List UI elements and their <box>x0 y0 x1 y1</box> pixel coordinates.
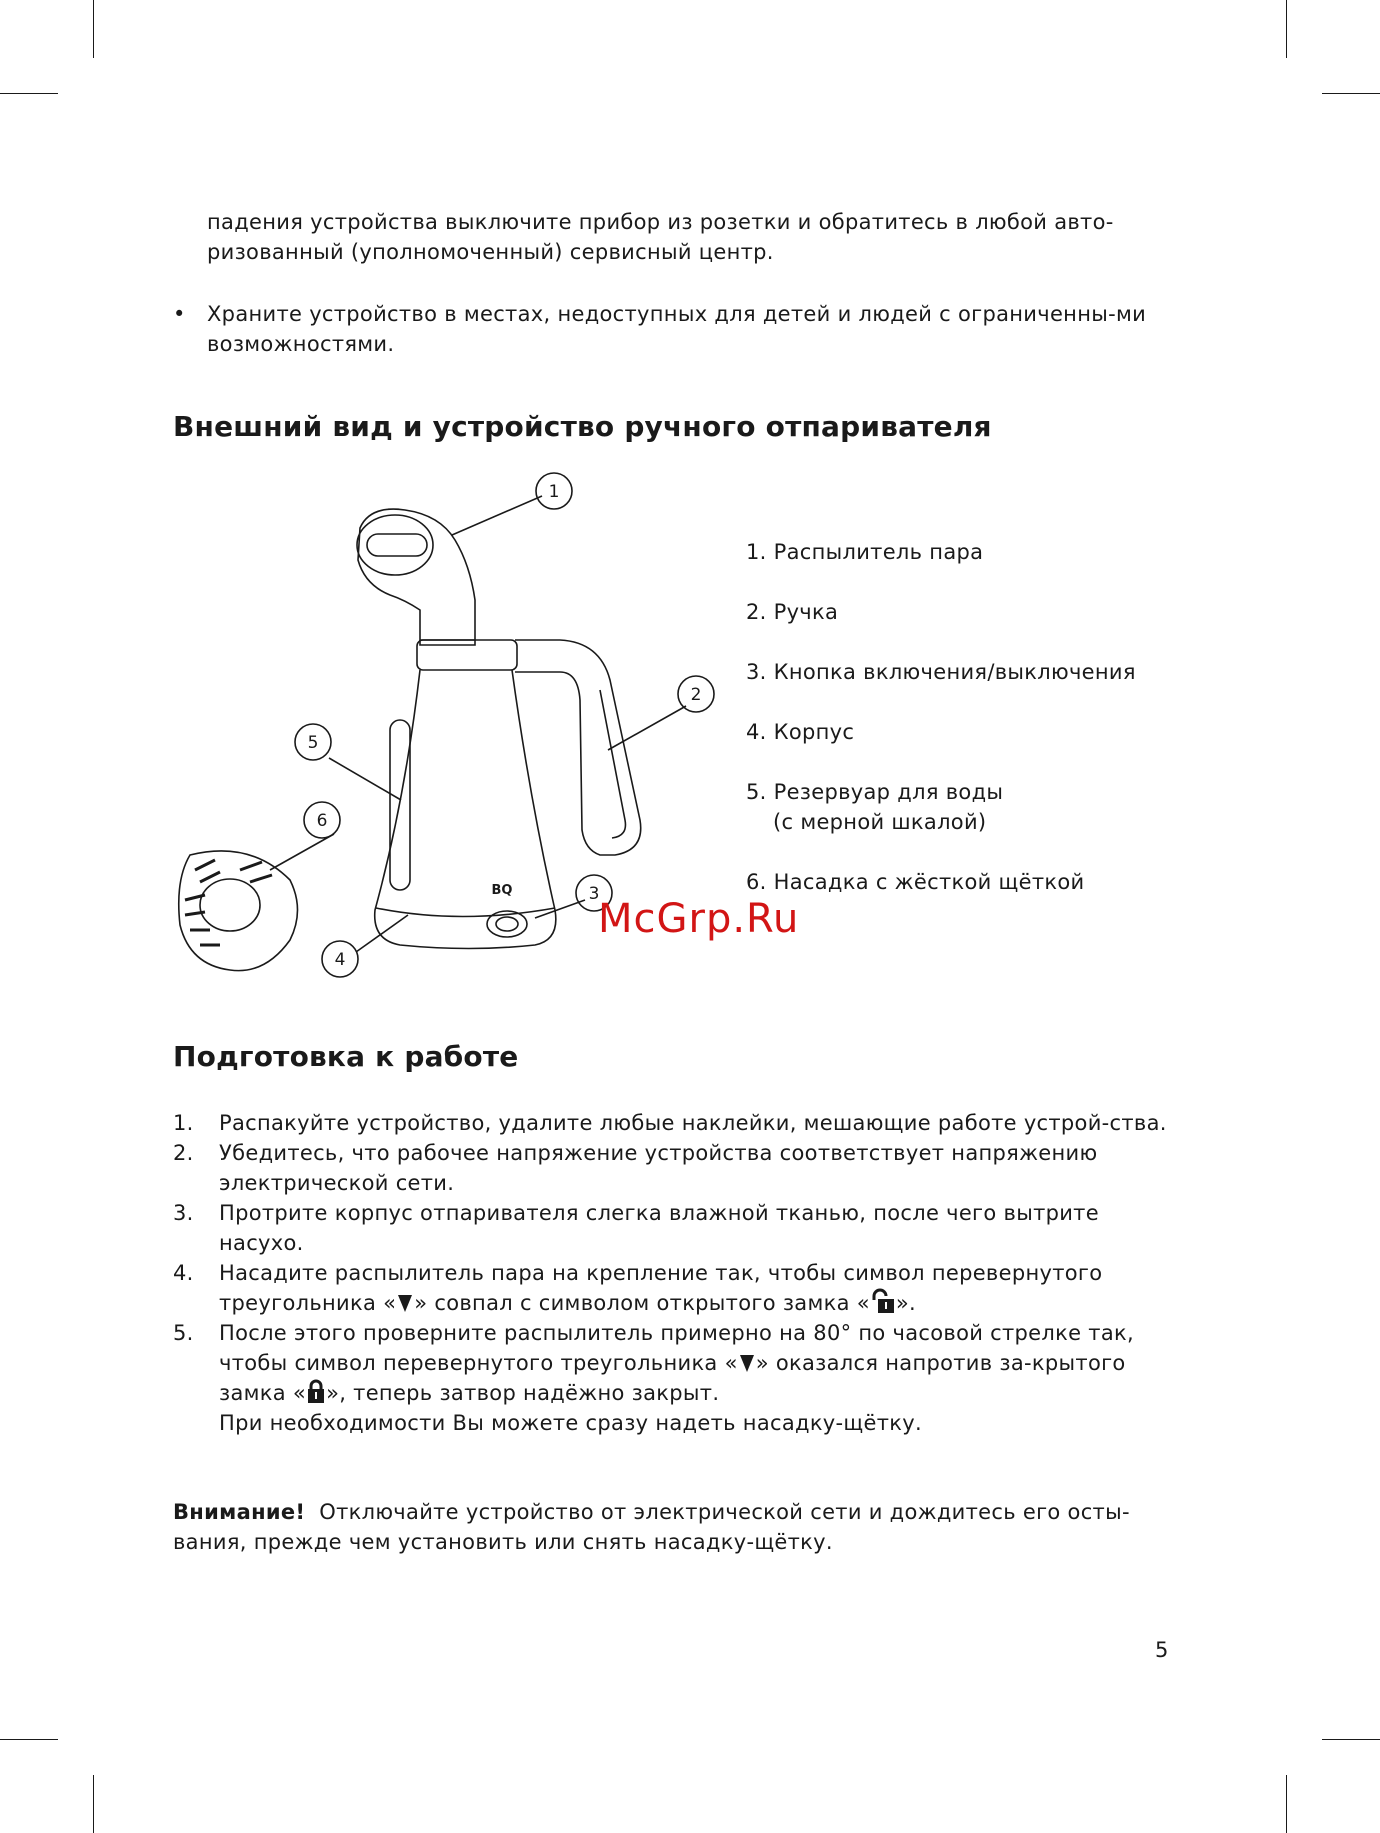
legend-item-6: 6. Насадка с жёсткой щёткой <box>746 870 1085 894</box>
list-item <box>173 1138 1173 1198</box>
section-title-appearance: Внешний вид и устройство ручного отпаривателя <box>173 410 992 443</box>
legend-item-5-detail: (с мерной шкалой) <box>773 810 987 834</box>
leader-line-4 <box>356 915 408 952</box>
step-number: 2. <box>173 1141 194 1165</box>
step-text: Насадите распылитель пара на крепление так, чтобы символ перевернутого треугольника « <box>219 1261 1103 1315</box>
warning-text: Отключайте устройство от электрической сети и дождитесь его осты-вания, прежде чем установить или снять насадку-щётку. <box>173 1500 1130 1554</box>
legend-item-5: 5. Резервуар для воды <box>746 780 1004 804</box>
nozzle-head <box>357 515 433 575</box>
list-item <box>173 1198 1173 1258</box>
legend-item-4: 4. Корпус <box>746 720 855 744</box>
section-title-preparation: Подготовка к работе <box>173 1040 519 1073</box>
intro-continuation: падения устройства выключите прибор из розетки и обратитесь в любой авто-ризованный (уполномоченный) сервисный центр. <box>207 210 1114 264</box>
callout-label-5: 5 <box>307 733 319 753</box>
watermark: McGrp.Ru <box>598 896 800 942</box>
step-text: Распакуйте устройство, удалите любые наклейки, мешающие работе устрой-ства. <box>219 1111 1167 1135</box>
intro-bullet-text: Храните устройство в местах, недоступных для детей и людей с ограниченны-ми возможностями. <box>207 302 1147 356</box>
brand-logo: BQ <box>491 883 513 898</box>
legend-item-2: 2. Ручка <box>746 600 839 624</box>
step-number: 3. <box>173 1201 194 1225</box>
list-item <box>173 1318 1173 1438</box>
step-number: 5. <box>173 1321 194 1345</box>
step-number: 1. <box>173 1111 194 1135</box>
legend-item-3: 3. Кнопка включения/выключения <box>746 660 1136 684</box>
step-text: После этого проверните распылитель примерно на 80° по часовой стрелке так, чтобы символ перевернутого треугольника « <box>219 1321 1134 1375</box>
page-number: 5 <box>1155 1638 1169 1662</box>
step-text: Протрите корпус отпаривателя слегка влажной тканью, после чего вытрите насухо. <box>219 1201 1099 1255</box>
body-shell <box>375 670 556 949</box>
closed-lock-icon <box>306 1378 326 1404</box>
inverted-triangle-icon <box>738 1352 756 1374</box>
leader-line-6 <box>270 834 334 870</box>
callout-label-2: 2 <box>690 685 702 705</box>
legend-item-1: 1. Распылитель пара <box>746 540 984 564</box>
step-text: ». <box>895 1291 917 1315</box>
list-item <box>173 1108 1173 1138</box>
step-number: 4. <box>173 1261 194 1285</box>
leader-line-1 <box>452 496 542 535</box>
step-text: » оказался напротив за-крытого замка « <box>219 1351 1126 1405</box>
step-text: », теперь затвор надёжно закрыт. <box>326 1381 720 1405</box>
list-item <box>173 1258 1173 1318</box>
callout-label-4: 4 <box>334 950 346 970</box>
steam-vents <box>367 534 427 556</box>
open-lock-icon <box>870 1288 896 1314</box>
step-text: » совпал с символом открытого замка « <box>414 1291 870 1315</box>
step-text: Убедитесь, что рабочее напряжение устройства соответствует напряжению электрической сети. <box>219 1141 1098 1195</box>
inverted-triangle-icon <box>396 1292 414 1314</box>
callout-label-6: 6 <box>316 811 328 831</box>
nozzle-neck <box>358 509 475 640</box>
preparation-steps <box>173 1108 1173 1438</box>
warning-note <box>173 1497 1173 1557</box>
step-note: При необходимости Вы можете сразу надеть насадку-щётку. <box>219 1411 922 1435</box>
bullet-marker: • <box>173 302 186 326</box>
callout-label-1: 1 <box>548 482 560 502</box>
warning-label: Внимание! <box>173 1500 306 1524</box>
leader-line-3 <box>535 900 585 918</box>
handle <box>515 640 641 855</box>
callout-label-3: 3 <box>588 884 600 904</box>
